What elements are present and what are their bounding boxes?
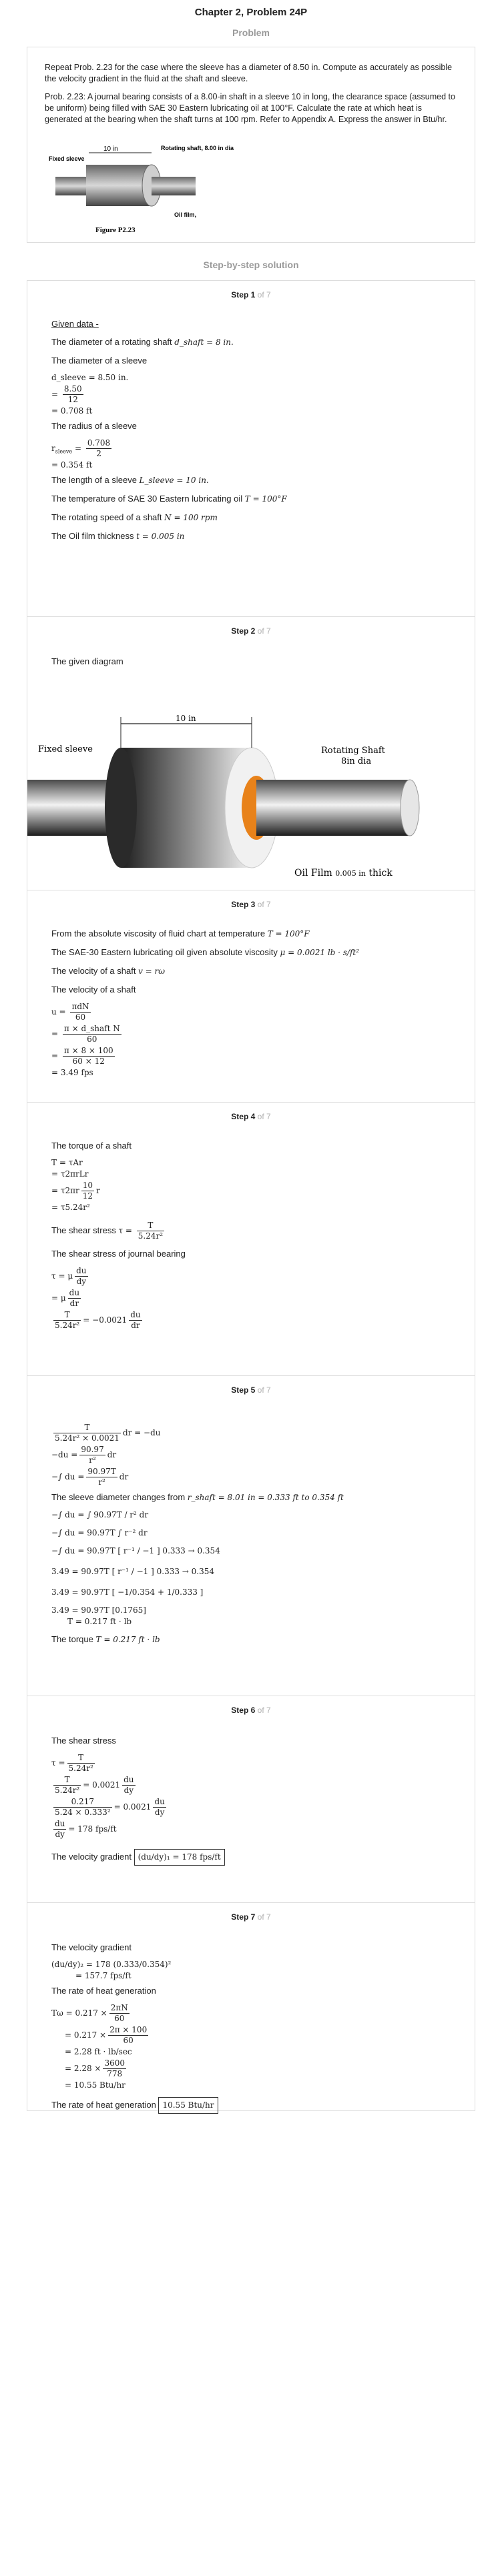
problem-card	[27, 47, 475, 243]
step-card-4: Step 4 of 7 The torque of a shaft T = τAr = τ2πrLr = τ2πr $\frac{10}{12}$ r = τ5.24r² The shear stress τ = $\frac{T}{\text{5.24r²}}$ The shear stress of journal bearing τ = μ $\frac{du}{dy}$ = μ $\frac{du}{dr}$ $\frac{T}{\text{5.24r²}}$ = −0.0021 $\frac{du}{dr}$	[27, 1103, 475, 1376]
solution-heading: Step-by-step solution	[203, 259, 299, 270]
shaft-right	[256, 780, 410, 836]
step-card-6: Step 6 of 7 The shear stress τ = $\frac{T}{\text{5.24r²}}$ $\frac{T}{\text{5.24r²}}$ = 0.0021 $\frac{du}{dy}$ $\frac{0.217}{\text{5.24 × 0.333²}}$ = 0.0021 $\frac{du}{dy}$ $\frac{du}{dy}$ = 178 fps/ft The velocity gradient (du/dy)₁ = 178 fps/ft	[27, 1696, 475, 1903]
step-card-5: Step 5 of 7 $\frac{T}{\text{5.24r² × 0.0021}}$ dr = −du −du = $\frac{90.97}{\text{r²}}$ dr −∫ du = $\frac{90.97T}{\text{r²}}$ dr The sleeve diameter changes from r_shaft = 8.01 in = 0.333 ft to 0.354 ft −∫ du = ∫ 90.97T / r² dr −∫ du = 90.97T ∫ r⁻² dr −∫ du = 90.97T [ r⁻¹ / −1 ] 0.333 → 0.354 3.49 = 90.97T [ r⁻¹ / −1 ] 0.333 → 0.354 3.49 = 90.97T [ −1/0.354 + 1/0.333 ] 3.49 = 90.97T [0.1765] T = 0.217 ft · lb The torque T = 0.217 ft · lb	[27, 1376, 475, 1696]
shaft-right-end	[401, 780, 419, 836]
step-header-3: Step 3 of 7	[231, 900, 271, 909]
problem-heading: Problem	[232, 27, 270, 38]
step-header-1: Step 1 of 7	[231, 290, 271, 299]
shaft-dia-label: 8in dia	[341, 756, 372, 766]
fixed-sleeve-label: Fixed sleeve	[38, 744, 93, 754]
shaft-left-shape	[55, 177, 89, 195]
dim-length-label: 10 in	[176, 714, 196, 723]
step-card-7: Step 7 of 7 The velocity gradient (du/dy)₂ = 178 (0.333/0.354)² = 157.7 fps/ft The rate of heat generation Tω = 0.217 × $\frac{2\pi N}{60}$ = 0.217 × $\frac{2\pi \times 100}{60}$ = 2.28 ft · lb/sec = 2.28 × $\frac{3600}{778}$ = 10.55 Btu/hr The rate of heat generation 10.55 Btu/hr	[27, 1903, 475, 2111]
shaft-right-shape	[152, 177, 196, 195]
figure-rotating-shaft-label: Rotating shaft, 8.00 in dia	[161, 145, 234, 151]
step-card-2: Step 2 of 7 The given diagram 10 in Fixed sleeve Rotating Shaft 8in dia Oil Film 0.005 in thick	[27, 617, 475, 890]
sleeve-left-end	[105, 748, 137, 868]
step-header-7: Step 7 of 7	[231, 1912, 271, 1922]
rotating-shaft-label: Rotating Shaft	[321, 746, 385, 756]
problem-figure	[47, 142, 234, 242]
step-header-4: Step 4 of 7	[231, 1112, 271, 1121]
step-card-3: Step 3 of 7 From the absolute viscosity of fluid chart at temperature T = 100°F The SAE-30 Eastern lubricating oil given absolute viscosity μ = 0.0021 lb · s/ft² The velocity of a shaft v = rω The velocity of a shaft u = $\frac{\text{πdN}}{60}$ = $\frac{\text{π × d\_shaft N}}{60}$ = $\frac{\pi \times 8 \times 100}{60 \times 12}$ = 3.49 fps	[27, 890, 475, 1103]
problem-paragraph-2: Prob. 2.23: A journal bearing consists of a 8.00-in shaft in a sleeve 10 in long, the clearance space (assumed to be uniform) being filled with SAE 30 Eastern lubricating oil at 100°F. Calculate the rate at which heat is generated at the bearing when the shaft turns at 100 rpm. Refer to Appendix A. Express the answer in Btu/hr.	[45, 92, 455, 124]
given-label: Given data -	[51, 319, 99, 329]
problem-paragraph-1: Repeat Prob. 2.23 for the case where the sleeve has a diameter of 8.50 in. Compute as accurately as possible the velocity gradient in the fluid at the shaft and sleeve.	[45, 63, 453, 83]
step-header-2: Step 2 of 7	[231, 626, 271, 636]
figure-length-label: 10 in	[103, 145, 118, 153]
heat-generation-answer: 10.55 Btu/hr	[158, 2097, 218, 2114]
page-title: Chapter 2, Problem 24P	[194, 7, 308, 18]
figure-fixed-sleeve-label: Fixed sleeve	[49, 155, 85, 162]
bearing-diagram	[27, 682, 476, 882]
figure-oil-film-label: Oil film,	[174, 211, 197, 218]
step-card-1: Step 1 of 7 Given data - The diameter of a rotating shaft d_shaft = 8 in. The diameter of a sleeve d_sleeve = 8.50 in. = $\frac{8.50}{12}$ = 0.708 ft The radius of a sleeve $r_{sleeve}$ = $\frac{0.708}{2}$ = 0.354 ft The length of a sleeve L_sleeve = 10 in. The temperature of SAE 30 Eastern lubricating oil T = 100°F The rotating speed of a shaft N = 100 rpm The Oil film thickness t = 0.005 in	[27, 280, 475, 617]
figure-caption: Figure P2.23	[95, 226, 136, 234]
sleeve-shape	[86, 165, 152, 206]
step-header-6: Step 6 of 7	[231, 1706, 271, 1715]
step-header-5: Step 5 of 7	[231, 1385, 271, 1395]
bearing-figure	[47, 142, 234, 242]
oil-film-label: Oil Film 0.005 in thick	[294, 868, 393, 878]
velocity-gradient-answer: (du/dy)₁ = 178 fps/ft	[134, 1849, 225, 1866]
